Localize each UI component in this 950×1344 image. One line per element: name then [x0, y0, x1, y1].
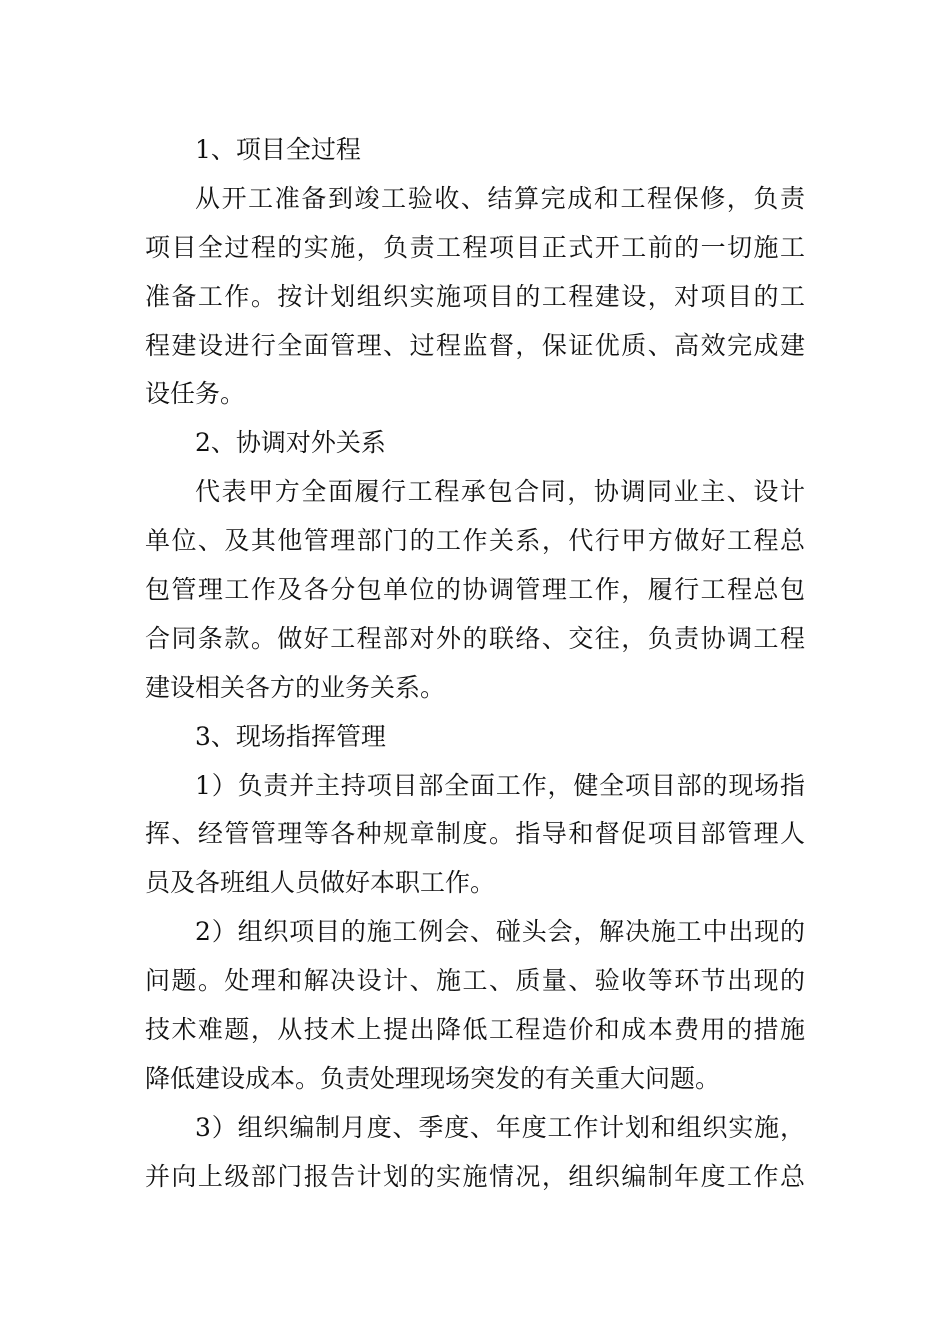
paragraph-line: 代表甲方全面履行工程承包合同，协调同业主、设计 [195, 477, 805, 507]
paragraph-line: 从开工准备到竣工验收、结算完成和工程保修，负责 [195, 183, 805, 213]
paragraph-line: 挥、经管管理等各种规章制度。指导和督促项目部管理人 [145, 819, 805, 849]
paragraph-line: 建设相关各方的业务关系。 [145, 672, 446, 702]
paragraph-line: 3）组织编制月度、季度、年度工作计划和组织实施， [195, 1112, 805, 1142]
paragraph-line: 项目全过程的实施，负责工程项目正式开工前的一切施工 [145, 232, 805, 262]
paragraph-line: 降低建设成本。负责处理现场突发的有关重大问题。 [145, 1063, 721, 1093]
paragraph-line: 包管理工作及各分包单位的协调管理工作，履行工程总包 [145, 575, 805, 605]
paragraph-line: 并向上级部门报告计划的实施情况，组织编制年度工作总 [145, 1161, 805, 1191]
paragraph-line: 程建设进行全面管理、过程监督，保证优质、高效完成建 [145, 330, 805, 360]
paragraph-line: 员及各班组人员做好本职工作。 [145, 868, 496, 898]
document-body [145, 126, 805, 1202]
paragraph-line: 设任务。 [145, 379, 246, 409]
section-heading-3: 3、现场指挥管理 [195, 721, 386, 751]
paragraph-line: 2）组织项目的施工例会、碰头会，解决施工中出现的 [195, 917, 805, 947]
paragraph-line: 准备工作。按计划组织实施项目的工程建设，对项目的工 [145, 281, 805, 311]
paragraph-line: 单位、及其他管理部门的工作关系，代行甲方做好工程总 [145, 526, 805, 556]
paragraph-line: 合同条款。做好工程部对外的联络、交往，负责协调工程 [145, 623, 805, 653]
paragraph-line: 技术难题，从技术上提出降低工程造价和成本费用的措施 [145, 1015, 805, 1045]
paragraph-line: 问题。处理和解决设计、施工、质量、验收等环节出现的 [145, 966, 805, 996]
paragraph-line: 1）负责并主持项目部全面工作，健全项目部的现场指 [195, 770, 805, 800]
section-heading-2: 2、协调对外关系 [195, 428, 386, 458]
section-heading-1: 1、项目全过程 [195, 135, 361, 164]
